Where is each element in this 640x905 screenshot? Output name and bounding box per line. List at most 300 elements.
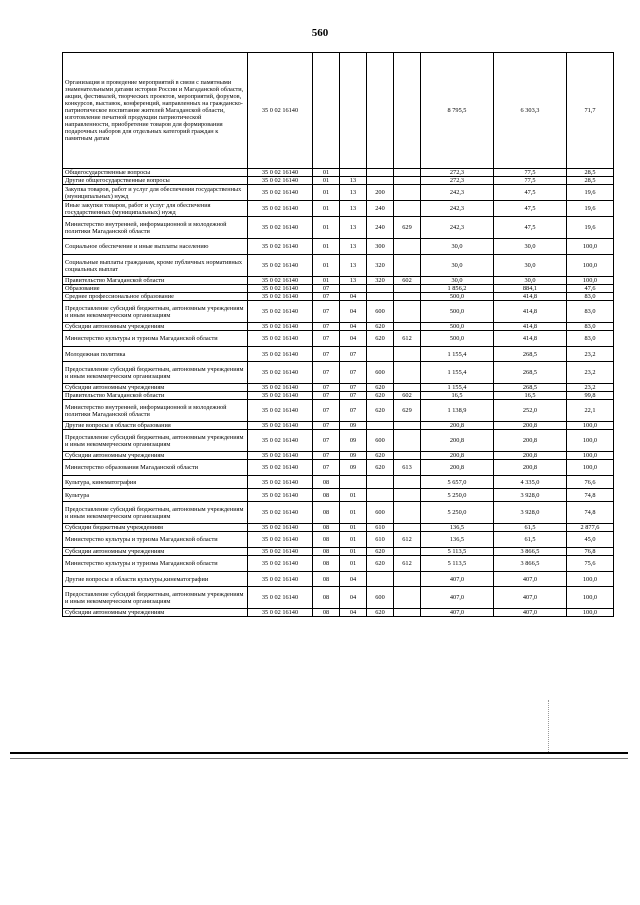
expense-type-cell: 240 [367,217,394,239]
section-cell: 08 [313,548,340,556]
table-row [63,609,614,617]
expense-type-cell [367,169,394,177]
execution-percent-cell: 28,5 [567,169,614,177]
administrator-cell [394,524,421,532]
expense-type-cell: 620 [367,548,394,556]
administrator-cell [394,430,421,452]
row-name-cell: Закупка товаров, работ и услуг для обеспечения государственных (муниципальных) нужд [63,185,248,201]
table-row [63,400,614,422]
table-row [63,217,614,239]
row-name-cell: Социальные выплаты гражданам, кроме публичных нормативных социальных выплат [63,255,248,277]
section-cell [313,53,340,169]
subsection-cell [340,476,367,489]
subsection-cell: 01 [340,556,367,572]
section-cell: 07 [313,460,340,476]
actual-amount-cell: 77,5 [494,169,567,177]
row-name-cell: Культура [63,489,248,502]
actual-amount-cell: 268,5 [494,384,567,392]
administrator-cell [394,53,421,169]
administrator-cell [394,502,421,524]
expense-type-cell: 620 [367,609,394,617]
section-cell: 08 [313,609,340,617]
plan-amount-cell: 5 657,0 [421,476,494,489]
plan-amount-cell: 242,3 [421,217,494,239]
plan-amount-cell: 1 155,4 [421,362,494,384]
section-cell: 07 [313,293,340,301]
execution-percent-cell: 2 877,6 [567,524,614,532]
plan-amount-cell: 16,5 [421,392,494,400]
row-name-cell: Другие вопросы в области образования [63,422,248,430]
table-row [63,255,614,277]
plan-amount-cell: 242,3 [421,201,494,217]
section-cell: 01 [313,239,340,255]
actual-amount-cell: 200,8 [494,452,567,460]
administrator-cell: 629 [394,400,421,422]
table-row [63,422,614,430]
table-row [63,277,614,285]
expense-type-cell [367,347,394,362]
actual-amount-cell: 407,0 [494,609,567,617]
plan-amount-cell: 272,3 [421,177,494,185]
table-row [63,384,614,392]
subsection-cell: 13 [340,277,367,285]
table-row [63,239,614,255]
administrator-cell [394,452,421,460]
plan-amount-cell: 1 138,9 [421,400,494,422]
expense-type-cell: 600 [367,301,394,323]
plan-amount-cell: 407,0 [421,609,494,617]
administrator-cell [394,422,421,430]
row-name-cell: Иные закупки товаров, работ и услуг для обеспечения государственных (муниципальных) нужд [63,201,248,217]
row-name-cell: Министерство культуры и туризма Магаданской области [63,331,248,347]
subsection-cell: 07 [340,347,367,362]
plan-amount-cell: 407,0 [421,587,494,609]
execution-percent-cell: 23,2 [567,384,614,392]
actual-amount-cell: 30,0 [494,239,567,255]
target-article-cell: 35 0 02 16140 [248,430,313,452]
plan-amount-cell: 136,5 [421,532,494,548]
section-cell: 01 [313,277,340,285]
section-cell: 08 [313,572,340,587]
target-article-cell: 35 0 02 16140 [248,452,313,460]
section-cell: 08 [313,587,340,609]
actual-amount-cell: 6 303,3 [494,53,567,169]
target-article-cell: 35 0 02 16140 [248,255,313,277]
execution-percent-cell: 83,0 [567,331,614,347]
administrator-cell: 602 [394,392,421,400]
target-article-cell: 35 0 02 16140 [248,347,313,362]
section-cell: 07 [313,323,340,331]
target-article-cell: 35 0 02 16140 [248,532,313,548]
row-name-cell: Другие вопросы в области культуры,кинематографии [63,572,248,587]
section-cell: 07 [313,430,340,452]
row-name-cell: Предоставление субсидий бюджетным, автономным учреждениям и иным некоммерческим организациям [63,587,248,609]
plan-amount-cell: 5 250,0 [421,489,494,502]
table-row [63,301,614,323]
plan-amount-cell: 500,0 [421,323,494,331]
row-name-cell: Предоставление субсидий бюджетным, автономным учреждениям и иным некоммерческим организациям [63,301,248,323]
expense-type-cell: 620 [367,384,394,392]
subsection-cell: 04 [340,293,367,301]
administrator-cell [394,548,421,556]
execution-percent-cell: 19,6 [567,201,614,217]
administrator-cell [394,347,421,362]
execution-percent-cell: 19,6 [567,185,614,201]
actual-amount-cell: 3 866,5 [494,556,567,572]
expense-type-cell: 620 [367,556,394,572]
actual-amount-cell: 200,8 [494,422,567,430]
execution-percent-cell: 19,6 [567,217,614,239]
row-name-cell: Субсидии автономным учреждениям [63,384,248,392]
subsection-cell: 07 [340,384,367,392]
budget-table-body [63,53,614,617]
target-article-cell: 35 0 02 16140 [248,239,313,255]
expense-type-cell [367,53,394,169]
row-name-cell: Субсидии автономным учреждениям [63,609,248,617]
subsection-cell: 09 [340,430,367,452]
execution-percent-cell: 100,0 [567,430,614,452]
subsection-cell: 04 [340,609,367,617]
administrator-cell [394,293,421,301]
subsection-cell: 01 [340,489,367,502]
execution-percent-cell: 28,5 [567,177,614,185]
actual-amount-cell: 61,5 [494,532,567,548]
table-row [63,556,614,572]
target-article-cell: 35 0 02 16140 [248,587,313,609]
row-name-cell: Субсидии автономным учреждениям [63,323,248,331]
row-name-cell: Предоставление субсидий бюджетным, автономным учреждениям и иным некоммерческим организациям [63,430,248,452]
plan-amount-cell: 1 856,2 [421,285,494,293]
plan-amount-cell: 200,8 [421,422,494,430]
actual-amount-cell: 16,5 [494,392,567,400]
target-article-cell: 35 0 02 16140 [248,201,313,217]
target-article-cell: 35 0 02 16140 [248,323,313,331]
execution-percent-cell: 100,0 [567,277,614,285]
administrator-cell [394,285,421,293]
plan-amount-cell: 8 795,5 [421,53,494,169]
plan-amount-cell: 1 155,4 [421,347,494,362]
subsection-cell: 04 [340,301,367,323]
row-name-cell: Субсидии автономным учреждениям [63,452,248,460]
actual-amount-cell: 200,8 [494,430,567,452]
actual-amount-cell: 4 335,0 [494,476,567,489]
section-cell: 01 [313,217,340,239]
expense-type-cell [367,177,394,185]
administrator-cell [394,239,421,255]
actual-amount-cell: 30,0 [494,277,567,285]
plan-amount-cell: 242,3 [421,185,494,201]
plan-amount-cell: 200,8 [421,452,494,460]
expense-type-cell: 620 [367,392,394,400]
section-cell: 07 [313,392,340,400]
table-row [63,285,614,293]
target-article-cell: 35 0 02 16140 [248,392,313,400]
actual-amount-cell: 268,5 [494,347,567,362]
section-cell: 01 [313,185,340,201]
actual-amount-cell: 252,0 [494,400,567,422]
expense-type-cell [367,285,394,293]
row-name-cell: Министерство внутренней, информационной и молодежной политики Магаданской области [63,400,248,422]
plan-amount-cell: 30,0 [421,255,494,277]
administrator-cell [394,476,421,489]
section-cell: 08 [313,532,340,548]
expense-type-cell: 240 [367,201,394,217]
execution-percent-cell: 23,2 [567,362,614,384]
table-row [63,587,614,609]
subsection-cell [340,169,367,177]
subsection-cell: 09 [340,460,367,476]
administrator-cell: 612 [394,532,421,548]
section-cell: 01 [313,169,340,177]
subsection-cell: 01 [340,524,367,532]
expense-type-cell [367,293,394,301]
section-cell: 01 [313,255,340,277]
execution-percent-cell: 22,1 [567,400,614,422]
plan-amount-cell: 5 113,5 [421,548,494,556]
target-article-cell: 35 0 02 16140 [248,460,313,476]
target-article-cell: 35 0 02 16140 [248,331,313,347]
page-number: 560 [311,27,329,39]
table-row [63,362,614,384]
plan-amount-cell: 30,0 [421,277,494,285]
administrator-cell: 612 [394,331,421,347]
plan-amount-cell: 30,0 [421,239,494,255]
execution-percent-cell: 23,2 [567,347,614,362]
subsection-cell: 13 [340,217,367,239]
scan-artifact-dotted-line [548,700,550,752]
expense-type-cell: 300 [367,239,394,255]
target-article-cell: 35 0 02 16140 [248,502,313,524]
expense-type-cell: 600 [367,587,394,609]
execution-percent-cell: 83,0 [567,293,614,301]
table-row [63,331,614,347]
expense-type-cell: 620 [367,452,394,460]
plan-amount-cell: 5 113,5 [421,556,494,572]
actual-amount-cell: 30,0 [494,255,567,277]
target-article-cell: 35 0 02 16140 [248,400,313,422]
row-name-cell: Организация и проведение мероприятий в связи с памятными знаменательными датами истории России и Магаданской области, акции, фестивалей, творческих проектов, мероприятий, форумов, конкурсов, выставок, конференций, направленных на гражданско-патриотическое воспитание жителей Магаданской области, изготовление печатной продукции патриотической направленности, приобретение товаров для формирования подарочных наборов для отдельных категорий граждан к памятным датам [63,53,248,169]
row-name-cell: Другие общегосударственные вопросы [63,177,248,185]
administrator-cell [394,587,421,609]
target-article-cell: 35 0 02 16140 [248,489,313,502]
table-row [63,177,614,185]
section-cell: 01 [313,201,340,217]
section-cell: 08 [313,489,340,502]
execution-percent-cell: 100,0 [567,609,614,617]
actual-amount-cell: 47,5 [494,217,567,239]
administrator-cell [394,362,421,384]
row-name-cell: Министерство внутренней, информационной и молодежной политики Магаданской области [63,217,248,239]
row-name-cell: Правительство Магаданской области [63,277,248,285]
section-cell: 07 [313,331,340,347]
execution-percent-cell: 74,8 [567,502,614,524]
subsection-cell: 01 [340,532,367,548]
subsection-cell: 07 [340,362,367,384]
subsection-cell [340,285,367,293]
subsection-cell: 13 [340,239,367,255]
plan-amount-cell: 500,0 [421,301,494,323]
target-article-cell: 35 0 02 16140 [248,301,313,323]
row-name-cell: Социальное обеспечение и иные выплаты населению [63,239,248,255]
administrator-cell [394,572,421,587]
subsection-cell: 01 [340,548,367,556]
target-article-cell: 35 0 02 16140 [248,548,313,556]
subsection-cell: 13 [340,185,367,201]
execution-percent-cell: 76,6 [567,476,614,489]
subsection-cell: 07 [340,400,367,422]
expense-type-cell: 610 [367,532,394,548]
row-name-cell: Культура, кинематография [63,476,248,489]
execution-percent-cell: 100,0 [567,239,614,255]
section-cell: 08 [313,556,340,572]
scan-artifact-line [10,758,628,759]
table-row [63,524,614,532]
actual-amount-cell: 47,5 [494,201,567,217]
actual-amount-cell: 3 866,5 [494,548,567,556]
execution-percent-cell: 71,7 [567,53,614,169]
target-article-cell: 35 0 02 16140 [248,422,313,430]
section-cell: 07 [313,301,340,323]
subsection-cell: 04 [340,587,367,609]
row-name-cell: Общегосударственные вопросы [63,169,248,177]
administrator-cell [394,301,421,323]
row-name-cell: Среднее профессиональное образование [63,293,248,301]
section-cell: 08 [313,524,340,532]
actual-amount-cell: 3 928,0 [494,489,567,502]
execution-percent-cell: 100,0 [567,255,614,277]
table-row [63,532,614,548]
plan-amount-cell: 5 250,0 [421,502,494,524]
section-cell: 08 [313,476,340,489]
table-row [63,185,614,201]
administrator-cell [394,255,421,277]
target-article-cell: 35 0 02 16140 [248,177,313,185]
execution-percent-cell: 100,0 [567,572,614,587]
row-name-cell: Правительство Магаданской области [63,392,248,400]
expense-type-cell: 320 [367,255,394,277]
target-article-cell: 35 0 02 16140 [248,524,313,532]
subsection-cell: 13 [340,177,367,185]
plan-amount-cell: 500,0 [421,331,494,347]
actual-amount-cell: 414,8 [494,331,567,347]
target-article-cell: 35 0 02 16140 [248,362,313,384]
execution-percent-cell: 83,0 [567,323,614,331]
plan-amount-cell: 272,3 [421,169,494,177]
table-row [63,169,614,177]
expense-type-cell: 200 [367,185,394,201]
target-article-cell: 35 0 02 16140 [248,185,313,201]
administrator-cell [394,185,421,201]
expense-type-cell: 600 [367,502,394,524]
row-name-cell: Министерство культуры и туризма Магаданской области [63,532,248,548]
administrator-cell [394,323,421,331]
row-name-cell: Министерство образования Магаданской области [63,460,248,476]
section-cell: 07 [313,422,340,430]
row-name-cell: Образование [63,285,248,293]
administrator-cell: 612 [394,556,421,572]
section-cell: 07 [313,285,340,293]
expense-type-cell [367,422,394,430]
table-row [63,392,614,400]
row-name-cell: Субсидии автономным учреждениям [63,548,248,556]
expense-type-cell: 620 [367,460,394,476]
actual-amount-cell: 200,8 [494,460,567,476]
target-article-cell: 35 0 02 16140 [248,217,313,239]
row-name-cell: Субсидии бюджетным учреждениям [63,524,248,532]
section-cell: 07 [313,452,340,460]
administrator-cell [394,177,421,185]
actual-amount-cell: 414,8 [494,323,567,331]
subsection-cell: 09 [340,422,367,430]
table-row [63,293,614,301]
target-article-cell: 35 0 02 16140 [248,277,313,285]
target-article-cell: 35 0 02 16140 [248,609,313,617]
administrator-cell [394,489,421,502]
administrator-cell [394,384,421,392]
subsection-cell: 04 [340,572,367,587]
execution-percent-cell: 45,0 [567,532,614,548]
plan-amount-cell: 500,0 [421,293,494,301]
section-cell: 01 [313,177,340,185]
table-row [63,502,614,524]
actual-amount-cell: 3 928,0 [494,502,567,524]
row-name-cell: Предоставление субсидий бюджетным, автономным учреждениям и иным некоммерческим организациям [63,362,248,384]
target-article-cell: 35 0 02 16140 [248,169,313,177]
subsection-cell: 07 [340,392,367,400]
actual-amount-cell: 407,0 [494,572,567,587]
subsection-cell: 09 [340,452,367,460]
plan-amount-cell: 1 155,4 [421,384,494,392]
target-article-cell: 35 0 02 16140 [248,572,313,587]
administrator-cell: 602 [394,277,421,285]
section-cell: 07 [313,400,340,422]
plan-amount-cell: 200,8 [421,460,494,476]
subsection-cell: 04 [340,331,367,347]
execution-percent-cell: 100,0 [567,587,614,609]
expense-type-cell [367,489,394,502]
execution-percent-cell: 100,0 [567,422,614,430]
table-row [63,548,614,556]
section-cell: 07 [313,362,340,384]
subsection-cell: 13 [340,255,367,277]
subsection-cell: 13 [340,201,367,217]
expense-type-cell [367,572,394,587]
expense-type-cell: 620 [367,400,394,422]
actual-amount-cell: 61,5 [494,524,567,532]
table-row [63,430,614,452]
administrator-cell: 629 [394,217,421,239]
expense-type-cell: 610 [367,524,394,532]
execution-percent-cell: 47,6 [567,285,614,293]
target-article-cell: 35 0 02 16140 [248,556,313,572]
section-cell: 08 [313,502,340,524]
table-row [63,572,614,587]
section-cell: 07 [313,347,340,362]
administrator-cell: 613 [394,460,421,476]
subsection-cell [340,53,367,169]
execution-percent-cell: 100,0 [567,460,614,476]
table-row [63,476,614,489]
plan-amount-cell: 407,0 [421,572,494,587]
table-row [63,452,614,460]
actual-amount-cell: 414,8 [494,301,567,323]
row-name-cell: Молодежная политика [63,347,248,362]
execution-percent-cell: 99,8 [567,392,614,400]
actual-amount-cell: 268,5 [494,362,567,384]
target-article-cell: 35 0 02 16140 [248,53,313,169]
plan-amount-cell: 200,8 [421,430,494,452]
expense-type-cell: 320 [367,277,394,285]
